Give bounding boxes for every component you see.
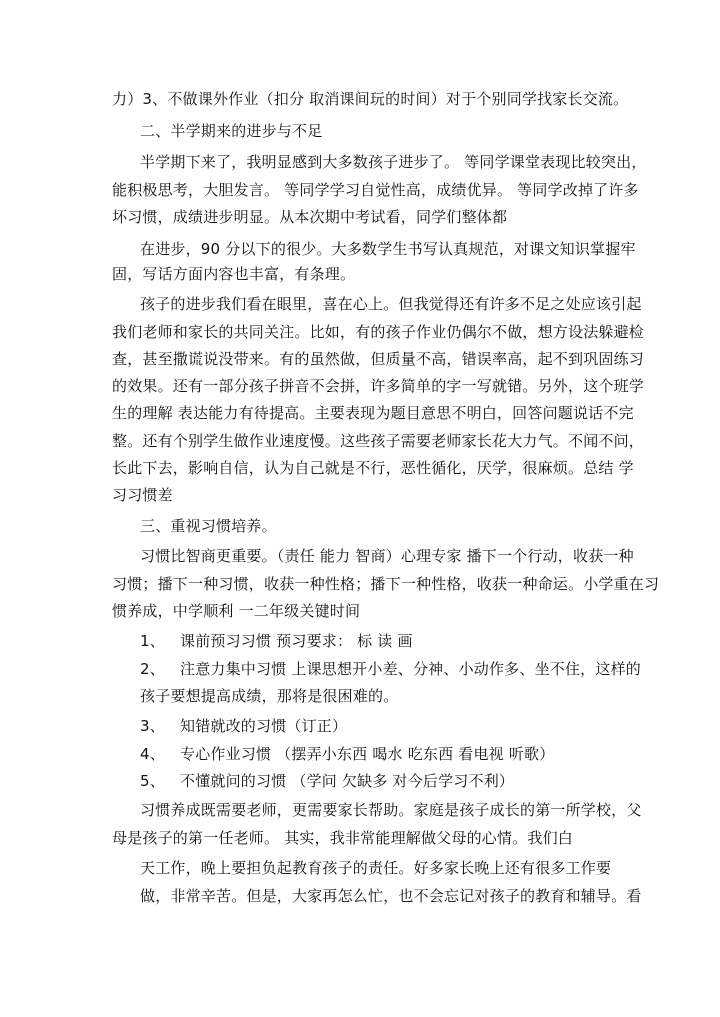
text-line: 坏习惯，成绩进步明显。从本次期中考试看，同学们整体都 (112, 208, 508, 226)
list-item-number: 2、 (140, 660, 165, 678)
list-item-number: 4、 (140, 745, 165, 763)
list-item-text: 不懂就问的习惯 （学问 欠缺多 对今后学习不利） (180, 772, 515, 790)
text-line: 我们老师和家长的共同关注。比如，有的孩子作业仍偶尔不做，想方设法躲避检 (112, 323, 645, 341)
text-line: 能积极思考，大胆发言。 等同学学习自觉性高，成绩优异。 等同学改掉了许多 (112, 181, 639, 199)
text-line: 做，非常辛苦。但是，大家再怎么忙，也不会忘记对孩子的教育和辅导。看 (140, 887, 642, 905)
text-line: 固，写话方面内容也丰富，有条理。 (112, 265, 356, 283)
section-heading: 三、重视习惯培养。 (140, 517, 277, 535)
list-item-text: 注意力集中习惯 上课思想开小差、分神、小动作多、坐不住，这样的 (180, 660, 641, 678)
list-item (140, 716, 347, 736)
list-item (140, 771, 514, 791)
text-line: 查，甚至撒谎说没带来。有的虽然做，但质量不高，错误率高，起不到巩固练习 (112, 350, 645, 368)
list-item-text: 课前预习习惯 预习要求： 标 读 画 (180, 632, 413, 650)
text-line: 孩子的进步我们看在眼里，喜在心上。但我觉得还有许多不足之处应该引起 (140, 295, 642, 313)
text-line: 半学期下来了，我明显感到大多数孩子进步了。 等同学课堂表现比较突出， (140, 153, 647, 171)
text-line: 习惯；播下一种习惯，收获一种性格；播下一种性格，收获一种命运。小学重在习 (112, 575, 660, 593)
text-line: 长此下去，影响自信，认为自己就是不行，恶性循化，厌学，很麻烦。总结 学 (112, 459, 634, 477)
text-line: 习习惯差 (112, 486, 173, 504)
list-item (140, 744, 554, 764)
list-item-number: 3、 (140, 717, 165, 735)
list-item-number: 1、 (140, 632, 165, 650)
list-item (140, 631, 413, 651)
text-line: 力）3、不做课外作业（扣分 取消课间玩的时间）对于个别同学找家长交流。 (112, 90, 629, 108)
list-item-text: 孩子要想提高成绩，那将是很困难的。 (140, 687, 399, 705)
text-line: 天工作，晚上要担负起教育孩子的责任。好多家长晚上还有很多工作要 (140, 859, 612, 877)
list-item-text: 专心作业习惯 （摆弄小东西 喝水 吃东西 看电视 听歌） (180, 745, 555, 763)
section-heading: 二、半学期来的进步与不足 (140, 122, 323, 140)
text-line: 整。还有个别学生做作业速度慢。这些孩子需要老师家长花大力气。不闻不问， (112, 432, 645, 450)
text-line: 在进步，90 分以下的很少。大多数学生书写认真规范，对课文知识掌握牢 (140, 240, 636, 258)
text-line: 母是孩子的第一任老师。 其实，我非常能理解做父母的心情。我们白 (112, 829, 573, 847)
list-item (140, 659, 641, 679)
text-line: 生的理解 表达能力有待提高。主要表现为题目意思不明白，回答问题说话不完 (112, 404, 634, 422)
text-line: 习惯养成既需要老师，更需要家长帮助。家庭是孩子成长的第一所学校，父 (140, 801, 642, 819)
list-item-number: 5、 (140, 772, 165, 790)
text-line: 的效果。还有一部分孩子拼音不会拼，许多简单的字一写就错。另外，这个班学 (112, 377, 645, 395)
text-line: 习惯比智商更重要。（责任 能力 智商）心理专家 播下一个行动，收获一种 (140, 547, 634, 565)
list-item-continuation (140, 686, 398, 706)
text-line: 惯养成，中学顺利 一二年级关键时间 (112, 602, 361, 620)
list-item-text: 知错就改的习惯（订正） (180, 717, 348, 735)
